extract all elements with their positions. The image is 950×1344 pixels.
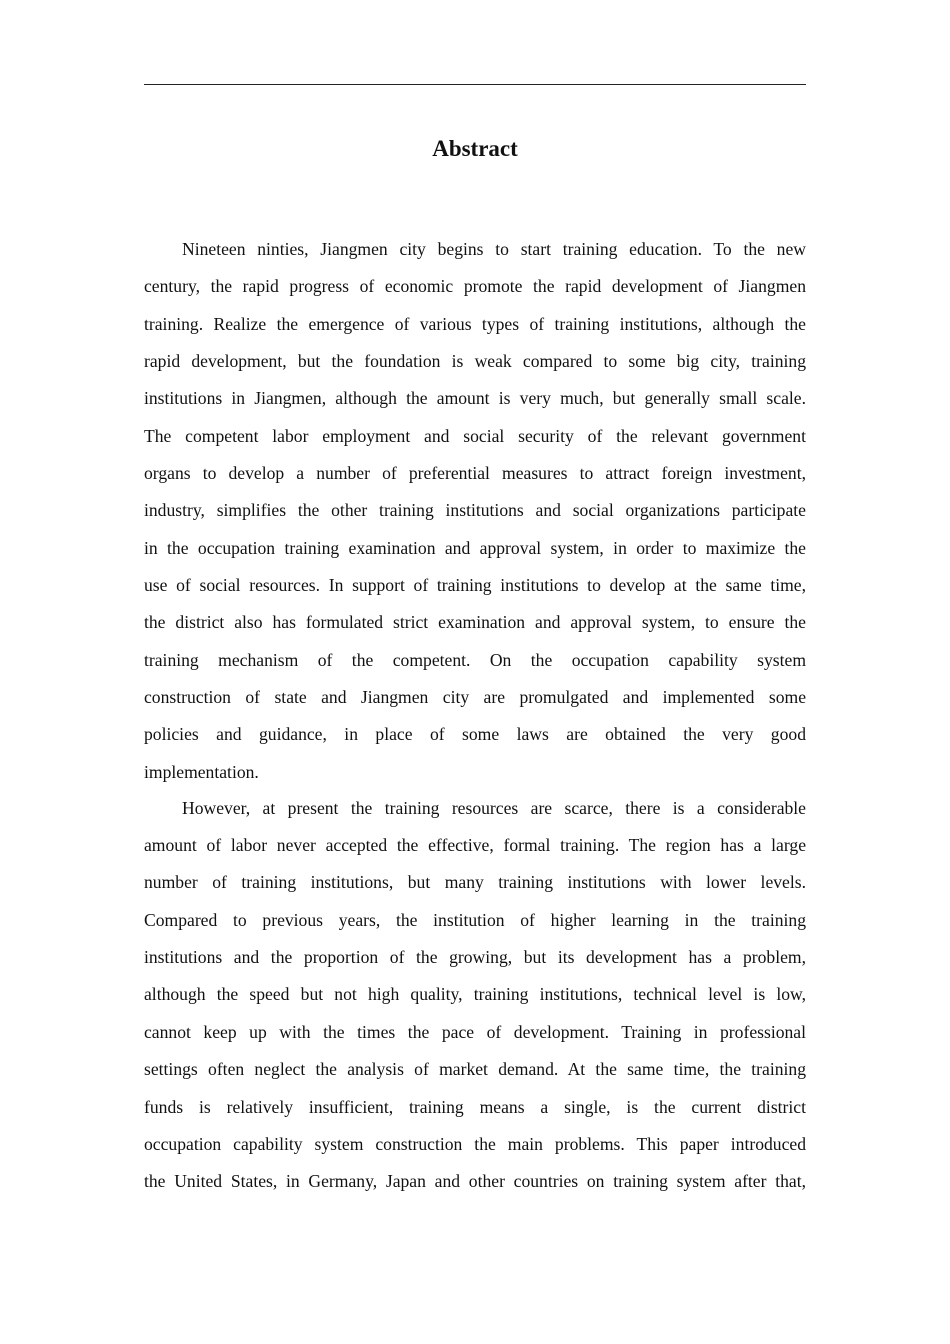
text-line: occupation capability system construction the main problems. This paper introduced: [144, 1133, 806, 1154]
text-line: However, at present the training resources are scarce, there is a considerable: [182, 797, 806, 818]
abstract-body: [144, 231, 806, 1201]
text-line: The competent labor employment and social security of the relevant government: [144, 425, 806, 446]
text-line: use of social resources. In support of training institutions to develop at the same time,: [144, 575, 806, 596]
text-line: funds is relatively insufficient, training means a single, is the current district: [144, 1096, 806, 1117]
paragraph-2: [144, 790, 806, 1201]
text-line: century, the rapid progress of economic promote the rapid development of Jiangmen: [144, 276, 806, 297]
text-line: amount of labor never accepted the effective, formal training. The region has a large: [144, 835, 806, 856]
text-line: implementation.: [144, 761, 259, 782]
text-line: settings often neglect the analysis of market demand. At the same time, the training: [144, 1059, 806, 1080]
text-line: institutions in Jiangmen, although the amount is very much, but generally small scale.: [144, 388, 806, 409]
text-line: in the occupation training examination and approval system, in order to maximize the: [144, 537, 806, 558]
text-line: construction of state and Jiangmen city are promulgated and implemented some: [144, 687, 806, 708]
text-line: Nineteen ninties, Jiangmen city begins to start training education. To the new: [182, 239, 806, 259]
page-title: Abstract: [432, 136, 518, 161]
text-line: the United States, in Germany, Japan and other countries on training system after that,: [144, 1171, 806, 1192]
paragraph-1: [144, 231, 806, 791]
text-line: although the speed but not high quality, training institutions, technical level is low,: [144, 984, 806, 1005]
text-line: the district also has formulated strict examination and approval system, to ensure the: [144, 612, 806, 633]
text-line: policies and guidance, in place of some laws are obtained the very good: [144, 724, 806, 745]
text-line: cannot keep up with the times the pace of development. Training in professional: [144, 1021, 806, 1042]
text-line: training mechanism of the competent. On the occupation capability system: [144, 649, 806, 670]
text-line: training. Realize the emergence of various types of training institutions, although the: [144, 313, 806, 334]
text-line: rapid development, but the foundation is weak compared to some big city, training: [144, 351, 806, 372]
text-line: organs to develop a number of preferential measures to attract foreign investment,: [144, 463, 806, 484]
text-line: institutions and the proportion of the growing, but its development has a problem,: [144, 947, 806, 968]
text-line: number of training institutions, but many training institutions with lower levels.: [144, 872, 806, 893]
text-line: Compared to previous years, the institution of higher learning in the training: [144, 909, 806, 930]
header-rule: [144, 84, 806, 85]
text-line: industry, simplifies the other training institutions and social organizations participate: [144, 500, 806, 521]
